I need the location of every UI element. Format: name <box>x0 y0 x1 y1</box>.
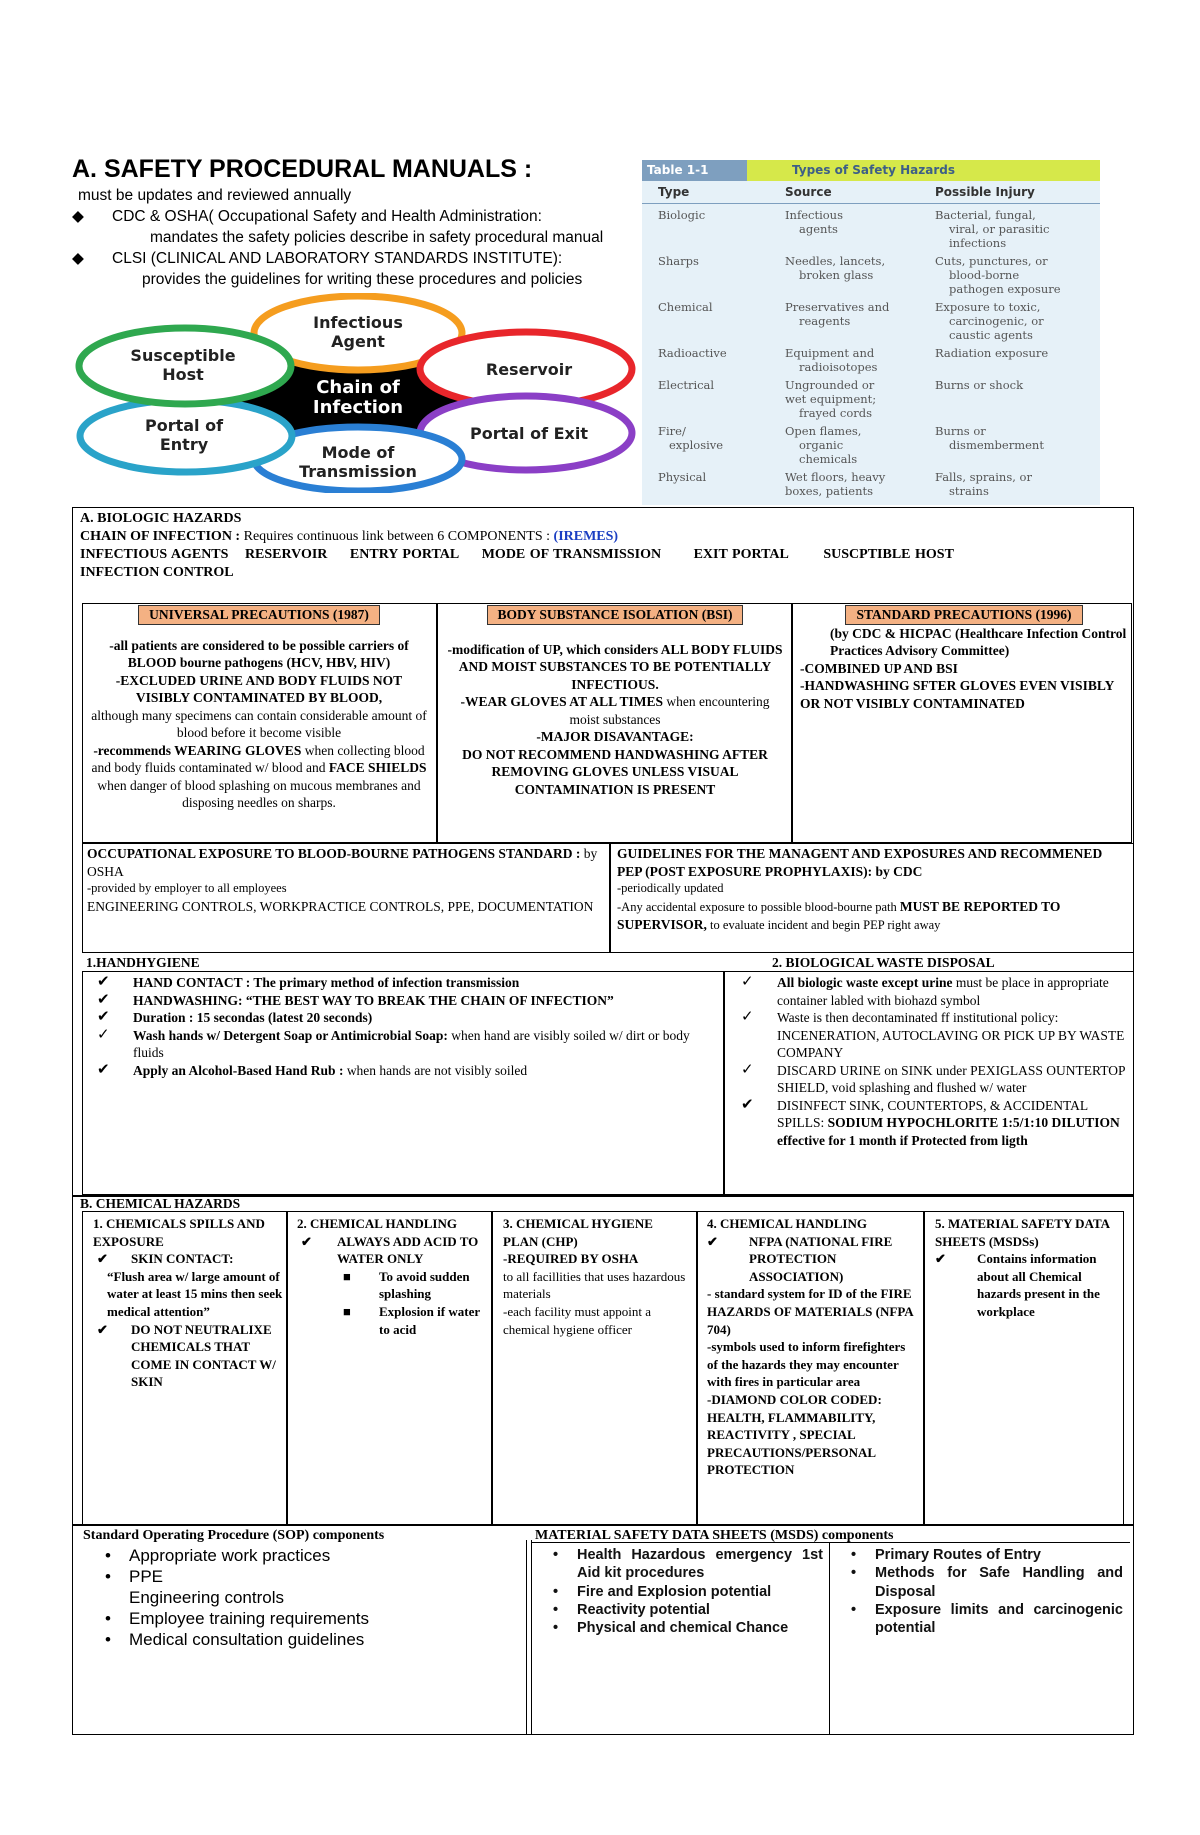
check-icon: ✔ <box>741 1096 754 1113</box>
list-item <box>837 1546 1123 1564</box>
header-source: Source <box>785 185 832 199</box>
page-title: A. SAFETY PROCEDURAL MANUALS : <box>72 155 533 183</box>
hand-hygiene-title: 1.HANDHYGIENE <box>86 955 200 970</box>
osha-line: -provided by employer to all employees <box>87 881 287 895</box>
standard-precautions <box>795 603 1133 714</box>
hazard-type: Biologic <box>658 208 706 222</box>
list-item <box>87 1062 717 1080</box>
hazard-injury: Burns or dismemberment <box>935 424 1044 452</box>
sop-items <box>83 1545 513 1650</box>
pep-guidelines <box>612 843 1132 937</box>
bsi-title: BODY SUBSTANCE ISOLATION (BSI) <box>487 605 744 625</box>
manual-item-head: CDC & OSHA( Occupational Safety and Health Administration: <box>112 208 542 225</box>
chemical-handling <box>292 1213 490 1340</box>
msds-left <box>534 1544 828 1639</box>
square-bullet-icon: ■ <box>343 1268 351 1284</box>
list-item-text: when hand are visibly soiled w/ dirt or body fluids <box>133 1027 690 1060</box>
list-item-text: Methods for Safe Handling and Disposal <box>875 1565 1123 1600</box>
chain-text: Requires continuous link between 6 COMPONENTS : <box>240 529 554 544</box>
hazard-table-title-bar <box>642 160 1100 181</box>
chain-center-label: Infection <box>312 397 404 418</box>
infection-control: INFECTION CONTROL <box>80 565 234 580</box>
list-item <box>91 1587 513 1608</box>
list-item <box>731 1009 1127 1062</box>
universal-line: FACE SHIELDS <box>328 760 427 775</box>
chain-components <box>80 546 1120 564</box>
list-item-bold: HANDWASHING: “THE BEST WAY TO BREAK THE CHAIN OF INFECTION” <box>133 992 614 1008</box>
chem-item: NFPA (NATIONAL FIRE PROTECTION ASSOCIATION) <box>749 1233 893 1284</box>
hazard-type: Physical <box>658 470 707 484</box>
bullet-icon: • <box>851 1547 857 1563</box>
list-item <box>731 974 1127 1009</box>
square-bullet-icon: ■ <box>343 1303 351 1319</box>
check-icon: ✔ <box>97 991 110 1008</box>
osha-title: OCCUPATIONAL EXPOSURE TO BLOOD-BOURNE PATHOGENS STANDARD : <box>87 846 581 861</box>
chemical-heading: B. CHEMICAL HAZARDS <box>80 1196 241 1211</box>
list-item-text: Appropriate work practices <box>129 1546 331 1565</box>
hazard-table-header-row <box>642 181 1100 204</box>
node-label: Transmission <box>299 462 417 481</box>
check-icon: ✔ <box>97 1321 108 1337</box>
osha-by: by OSHA <box>87 846 598 879</box>
biologic-header <box>75 508 1125 584</box>
list-item <box>731 1097 1127 1150</box>
msds-title: MATERIAL SAFETY DATA SHEETS (MSDS) components <box>535 1528 894 1543</box>
manual-item <box>72 248 652 290</box>
chem-item: “Flush area w/ large amount of water at least 15 mins then seek medical attention” <box>107 1268 283 1319</box>
hazard-source: Open flames, organic chemicals <box>785 424 862 466</box>
list-item <box>91 1608 513 1629</box>
chem-item: -DIAMOND COLOR CODED: HEALTH, FLAMMABILITY, REACTIVITY , SPECIAL PRECAUTIONS/PERSONAL PROTECTION <box>707 1391 882 1478</box>
list-item-bold: All biologic waste except urine <box>777 975 953 990</box>
list-item-text: Primary Routes of Entry <box>875 1547 1041 1563</box>
list-item-bold: HAND CONTACT : The primary method of infection transmission <box>133 975 520 990</box>
hazard-type: Chemical <box>658 300 713 314</box>
universal-precautions <box>84 603 434 814</box>
list-item-text: Engineering controls <box>129 1588 284 1607</box>
chem-item: - standard system for ID of the FIRE HAZARDS OF MATERIALS (NFPA 704) <box>707 1286 913 1337</box>
manual-item-body: provides the guidelines for writing these procedures and policies <box>142 271 583 288</box>
universal-line: -recommends WEARING GLOVES <box>93 742 302 758</box>
list-item-bold: Duration : 15 secondas (latest 20 seconds) <box>133 1010 373 1025</box>
node-label: Susceptible <box>130 346 236 365</box>
check-icon: ✓ <box>741 1061 754 1078</box>
hazard-source: Needles, lancets, broken glass <box>785 254 886 282</box>
chem-col-title: 1. CHEMICALS SPILLS AND EXPOSURE <box>93 1216 265 1249</box>
component: RESERVOIR <box>244 547 328 562</box>
chemical-handling-nfpa <box>702 1213 922 1481</box>
bullet-icon: • <box>105 1567 111 1586</box>
hazard-table-title: Types of Safety Hazards <box>792 163 955 177</box>
pep-line: MUST BE REPORTED TO SUPERVISOR, <box>617 898 1061 932</box>
list-item-bold: Wash hands w/ Detergent Soap or Antimicrobial Soap: <box>133 1027 448 1043</box>
bsi-line: -MAJOR DISAVANTAGE: <box>536 729 694 744</box>
hazard-injury: Burns or shock <box>935 378 1024 392</box>
check-icon: ✔ <box>707 1233 718 1249</box>
list-item <box>837 1601 1123 1638</box>
bullet-icon: • <box>105 1630 111 1649</box>
osha-line: ENGINEERING CONTROLS, WORKPRACTICE CONTROLS, PPE, DOCUMENTATION <box>87 898 594 914</box>
list-item <box>87 1009 717 1027</box>
chem-item: Contains information about all Chemical hazards present in the workplace <box>977 1251 1100 1319</box>
check-icon: ✔ <box>935 1251 946 1267</box>
chem-item: -each facility must appoint a chemical hygiene officer <box>503 1303 652 1337</box>
list-item-text: Health Hazardous emergency 1st Aid kit procedures <box>577 1547 823 1582</box>
ireme-acronym: (IREMES) <box>553 529 619 544</box>
hazard-source: Infectious agents <box>785 208 843 236</box>
node-label: Reservoir <box>485 360 573 379</box>
hazard-type: Sharps <box>658 254 699 268</box>
bullet-icon: • <box>105 1546 111 1565</box>
chem-col-title: 3. CHEMICAL HYGIENE PLAN (CHP) <box>503 1216 653 1249</box>
node-label: Agent <box>331 332 385 351</box>
check-icon: ✓ <box>741 1009 754 1025</box>
manual-subtitle: must be updates and reviewed annually <box>78 187 352 204</box>
component: EXIT PORTAL <box>693 547 789 562</box>
bullet-icon: • <box>851 1565 857 1582</box>
universal-title: UNIVERSAL PRECAUTIONS (1987) <box>138 605 380 625</box>
manual-section <box>72 153 652 290</box>
chem-item: to all facillities that uses hazardous materials <box>503 1268 686 1302</box>
list-item-text: when hands are not visibly soiled <box>343 1062 528 1078</box>
component: MODE OF TRANSMISSION <box>481 547 662 562</box>
bsi-line: -WEAR GLOVES AT ALL TIMES <box>460 694 664 709</box>
bsi-line: when encountering moist substances <box>569 694 770 727</box>
chain-center-label: Chain of <box>316 377 400 398</box>
hand-hygiene-list <box>82 972 722 1081</box>
standard-line: -HANDWASHING SFTER GLOVES EVEN VISIBLY OR NOT VISIBLY CONTAMINATED <box>800 678 1114 711</box>
pep-line: -periodically updated <box>617 881 724 895</box>
list-item <box>837 1564 1123 1601</box>
hygiene-items <box>87 974 717 1079</box>
chem-item: To avoid sudden splashing <box>379 1268 470 1302</box>
chem-item: DO NOT NEUTRALIXE CHEMICALS THAT COME IN CONTACT W/ SKIN <box>131 1321 276 1390</box>
bsi-line: -modification of UP, which considers ALL BODY FLUIDS AND MOIST SUBSTANCES TO BE POTENTIALLY INFECTIOUS. <box>447 641 783 692</box>
chem-item: -REQUIRED BY OSHA <box>503 1251 639 1267</box>
osha-standard <box>82 843 607 917</box>
chemical-spills <box>88 1213 288 1393</box>
universal-line: when danger of blood splashing on mucous membranes and disposing needles on sharps. <box>97 777 421 810</box>
pep-by: by CDC <box>872 863 923 879</box>
node-label: Portal of Exit <box>469 424 589 443</box>
pep-line: to evaluate incident and begin PEP right away <box>706 918 941 932</box>
node-label: Mode of <box>321 443 395 462</box>
bullet-icon: • <box>553 1583 559 1600</box>
list-item-text: Reactivity potential <box>577 1601 710 1618</box>
hazard-injury: Falls, sprains, or strains <box>935 470 1032 498</box>
chem-col-title: 4. CHEMICAL HANDLING <box>707 1216 867 1231</box>
waste-list <box>726 972 1132 1151</box>
universal-line: although many specimens can contain considerable amount of blood before it become visible <box>91 707 427 740</box>
universal-line: when collecting blood and body fluids contaminated w/ blood and <box>91 742 425 775</box>
header-type: Type <box>658 185 690 199</box>
list-item <box>87 974 717 992</box>
node-label: Entry <box>159 435 209 454</box>
list-item <box>91 1566 513 1587</box>
hazard-injury: Exposure to toxic, carcinogenic, or caustic agents <box>935 300 1044 342</box>
hazard-table <box>642 160 1100 505</box>
standard-title: STANDARD PRECAUTIONS (1996) <box>845 605 1082 625</box>
list-item-text: PPE <box>129 1567 164 1586</box>
list-item-text: DISCARD URINE on SINK under PEXIGLASS OUNTERTOP SHIELD, void splashing and flushed w/ water <box>777 1062 1125 1095</box>
check-icon: ✔ <box>97 974 110 990</box>
standard-line: -COMBINED UP AND BSI <box>800 660 958 676</box>
chain-label: CHAIN OF INFECTION : <box>80 529 241 544</box>
pep-title: GUIDELINES FOR THE MANAGENT AND EXPOSURES AND RECOMMENED PEP (POST EXPOSURE PROPHYLAXIS): <box>617 846 1103 879</box>
list-item-text: Employee training requirements <box>129 1609 370 1628</box>
hazard-type: Radioactive <box>658 346 727 360</box>
hazard-source: Equipment and radioisotopes <box>785 346 878 374</box>
chem-item: Explosion if water to acid <box>379 1303 480 1337</box>
list-item <box>539 1546 823 1583</box>
hazard-injury: Bacterial, fungal, viral, or parasitic infections <box>935 208 1050 250</box>
list-item-text: Waste is then decontaminated ff institutional policy: INCENERATION, AUTOCLAVING OR PICK UP BY WASTE COMPANY <box>777 1010 1125 1060</box>
list-item <box>87 992 717 1010</box>
body-substance-isolation <box>440 603 790 800</box>
header-injury: Possible Injury <box>935 185 1035 199</box>
bullet-icon: • <box>851 1601 857 1618</box>
msds-right <box>832 1544 1128 1639</box>
list-item-text: Exposure limits and carcinogenic potential <box>875 1601 1123 1637</box>
manual-item-head: CLSI (CLINICAL AND LABORATORY STANDARDS INSTITUTE): <box>112 250 563 267</box>
check-icon: ✓ <box>741 974 754 990</box>
chem-col-title: 2. CHEMICAL HANDLING <box>297 1216 457 1231</box>
list-item-text: Physical and chemical Chance <box>577 1620 789 1637</box>
hazard-type: Fire/ explosive <box>658 424 724 452</box>
msds-left-items <box>539 1546 823 1637</box>
sop-components <box>78 1525 518 1652</box>
hazard-source: Wet floors, heavy boxes, patients <box>785 470 886 498</box>
biologic-heading: A. BIOLOGIC HAZARDS <box>80 511 242 526</box>
manual-item <box>72 206 652 248</box>
hazard-table-number: Table 1-1 <box>642 160 747 181</box>
sop-title: Standard Operating Procedure (SOP) components <box>83 1528 385 1543</box>
list-item <box>87 1027 717 1062</box>
chem-item: ALWAYS ADD ACID TO WATER ONLY <box>337 1233 479 1267</box>
bsi-line: DO NOT RECOMMEND HANDWASHING AFTER REMOVING GLOVES UNLESS VISUAL CONTAMINATION IS PRESENT <box>462 746 768 797</box>
standard-line: (by CDC & HICPAC (Healthcare Infection Control Practices Advisory Committee) <box>830 625 1127 658</box>
chem-col-title: 5. MATERIAL SAFETY DATA SHEETS (MSDSs) <box>935 1216 1110 1249</box>
universal-line: -EXCLUDED URINE AND BODY FLUIDS NOT VISIBLY CONTAMINATED BY BLOOD, <box>115 672 403 705</box>
chem-item: -symbols used to inform firefighters of the hazards they may encounter with fires in particular area <box>707 1339 906 1390</box>
list-item-bold: SODIUM HYPOCHLORITE 1:5/1:10 DILUTION effective for 1 month if Protected from ligth <box>777 1115 1120 1148</box>
node-label: Portal of <box>144 416 224 435</box>
chemical-hygiene-plan <box>498 1213 694 1340</box>
manual-item-body: mandates the safety policies describe in safety procedural manual <box>150 229 604 246</box>
pep-line: -Any accidental exposure to possible blood-bourne path <box>617 899 900 914</box>
list-item <box>91 1629 513 1650</box>
component: INFECTIOUS AGENTS <box>80 547 229 562</box>
chain-line <box>80 528 1120 546</box>
node-label: Host <box>162 365 204 384</box>
check-icon: ✔ <box>301 1233 312 1249</box>
waste-items <box>731 974 1127 1149</box>
list-item <box>731 1062 1127 1097</box>
list-item <box>91 1545 513 1566</box>
list-item <box>539 1601 823 1619</box>
bullet-icon: • <box>105 1609 111 1628</box>
node-label: Infectious <box>313 313 403 332</box>
list-item-text: Fire and Explosion potential <box>577 1583 772 1600</box>
list-item-text: Medical consultation guidelines <box>129 1630 365 1649</box>
hazard-type: Electrical <box>658 378 715 392</box>
bullet-icon: • <box>553 1601 559 1618</box>
bullet-icon: • <box>553 1620 559 1637</box>
hazard-injury: Radiation exposure <box>935 346 1049 360</box>
check-icon: ✔ <box>97 1061 110 1078</box>
universal-line: -all patients are considered to be possible carriers of BLOOD bourne pathogens (HCV, HBV, HIV) <box>109 637 409 670</box>
component: SUSCPTIBLE HOST <box>823 547 954 562</box>
hazard-source: Preservatives and reagents <box>785 300 890 328</box>
hazard-source: Ungrounded or wet equipment; frayed cords <box>785 378 877 420</box>
check-icon: ✓ <box>97 1026 110 1043</box>
list-item <box>539 1619 823 1637</box>
hazard-injury: Cuts, punctures, or blood-borne pathogen exposure <box>935 254 1061 296</box>
diamond-bullet-icon: ◆ <box>72 250 84 267</box>
chain-of-infection-diagram <box>70 293 645 493</box>
component: ENTRY PORTAL <box>349 547 460 562</box>
check-icon: ✔ <box>97 1009 110 1025</box>
chem-item: SKIN CONTACT: <box>131 1251 234 1267</box>
check-icon: ✔ <box>97 1251 108 1267</box>
msds-column <box>930 1213 1122 1323</box>
bullet-icon: • <box>553 1547 559 1563</box>
list-item-bold: Apply an Alcohol-Based Hand Rub : <box>133 1062 344 1078</box>
list-item <box>539 1583 823 1601</box>
diamond-bullet-icon: ◆ <box>72 208 84 225</box>
list-item-text: must be place in appropriate container labled with biohazd symbol <box>777 975 1109 1008</box>
msds-right-items <box>837 1546 1123 1637</box>
waste-title: 2. BIOLOGICAL WASTE DISPOSAL <box>772 955 995 970</box>
list-item-text: DISINFECT SINK, COUNTERTOPS, & ACCIDENTAL SPILLS: <box>777 1097 1088 1130</box>
